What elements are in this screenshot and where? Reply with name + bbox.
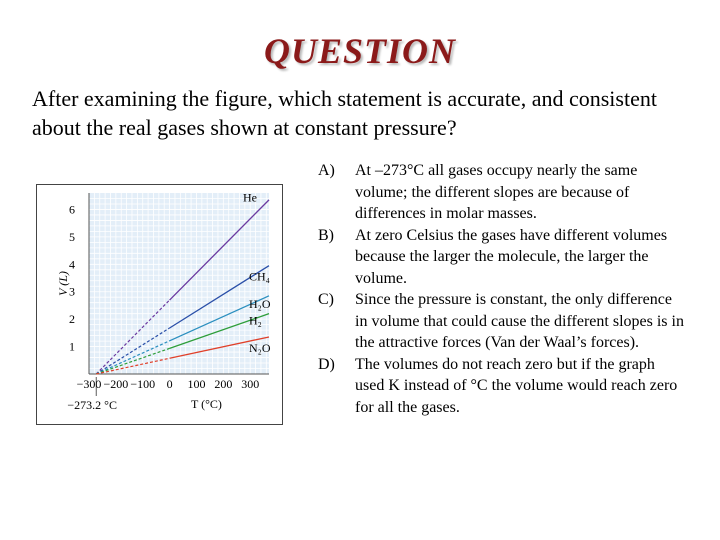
chart-figure	[36, 184, 283, 425]
series-label: N₂O	[249, 340, 271, 355]
x-tick-label: 300	[241, 377, 260, 391]
question-text: After examining the figure, which statement is accurate, and consistent about the real gases shown at constant pressure?	[32, 86, 657, 140]
answer-letter: B)	[318, 226, 334, 244]
answer-text: Since the pressure is constant, the only difference in volume that could cause the different slopes is in the attractive forces (Van der Waal’s forces).	[355, 291, 684, 351]
absolute-zero-label: −273.2 °C	[67, 398, 117, 412]
y-tick-label: 2	[69, 312, 75, 327]
answer-list	[318, 160, 688, 418]
answer-text: At –273°C all gases occupy nearly the same volume; the different slopes are because of differences in molar masses.	[355, 162, 638, 222]
answer-letter: C)	[318, 291, 334, 308]
answer-letter: A)	[318, 162, 335, 179]
series-label: He	[243, 190, 257, 205]
y-tick-label: 5	[69, 229, 75, 244]
answer-option-b[interactable]	[318, 225, 688, 290]
y-tick-label: 3	[69, 284, 75, 299]
x-tick-label: 200	[214, 377, 233, 391]
x-tick-label: −100	[130, 377, 156, 391]
x-tick-label: −200	[103, 377, 129, 391]
x-tick-label: 0	[166, 377, 173, 391]
answer-text: The volumes do not reach zero but if the graph used K instead of °C the volume would reach zero for all the gases.	[355, 355, 678, 416]
slide-title: QUESTION	[263, 31, 457, 71]
answer-option-c[interactable]	[318, 289, 688, 354]
answer-option-d[interactable]	[318, 354, 688, 419]
x-tick-label: −300	[76, 377, 102, 391]
y-tick-label: 4	[69, 257, 75, 272]
x-axis-label: T (°C)	[191, 397, 222, 411]
x-tick-label: 100	[187, 377, 206, 391]
answer-text: At zero Celsius the gases have different volumes because the larger the molecule, the larger the volume.	[355, 226, 668, 287]
series-label: H₂O	[249, 297, 271, 312]
answer-option-a[interactable]	[318, 160, 688, 225]
series-label: H₂	[249, 313, 262, 328]
gas-volume-chart	[37, 185, 282, 424]
series-label: CH₄	[249, 269, 270, 284]
answer-letter: D)	[318, 355, 335, 373]
y-axis-label: V (L)	[56, 271, 70, 296]
y-tick-label: 6	[69, 202, 75, 217]
y-tick-label: 1	[69, 339, 75, 354]
